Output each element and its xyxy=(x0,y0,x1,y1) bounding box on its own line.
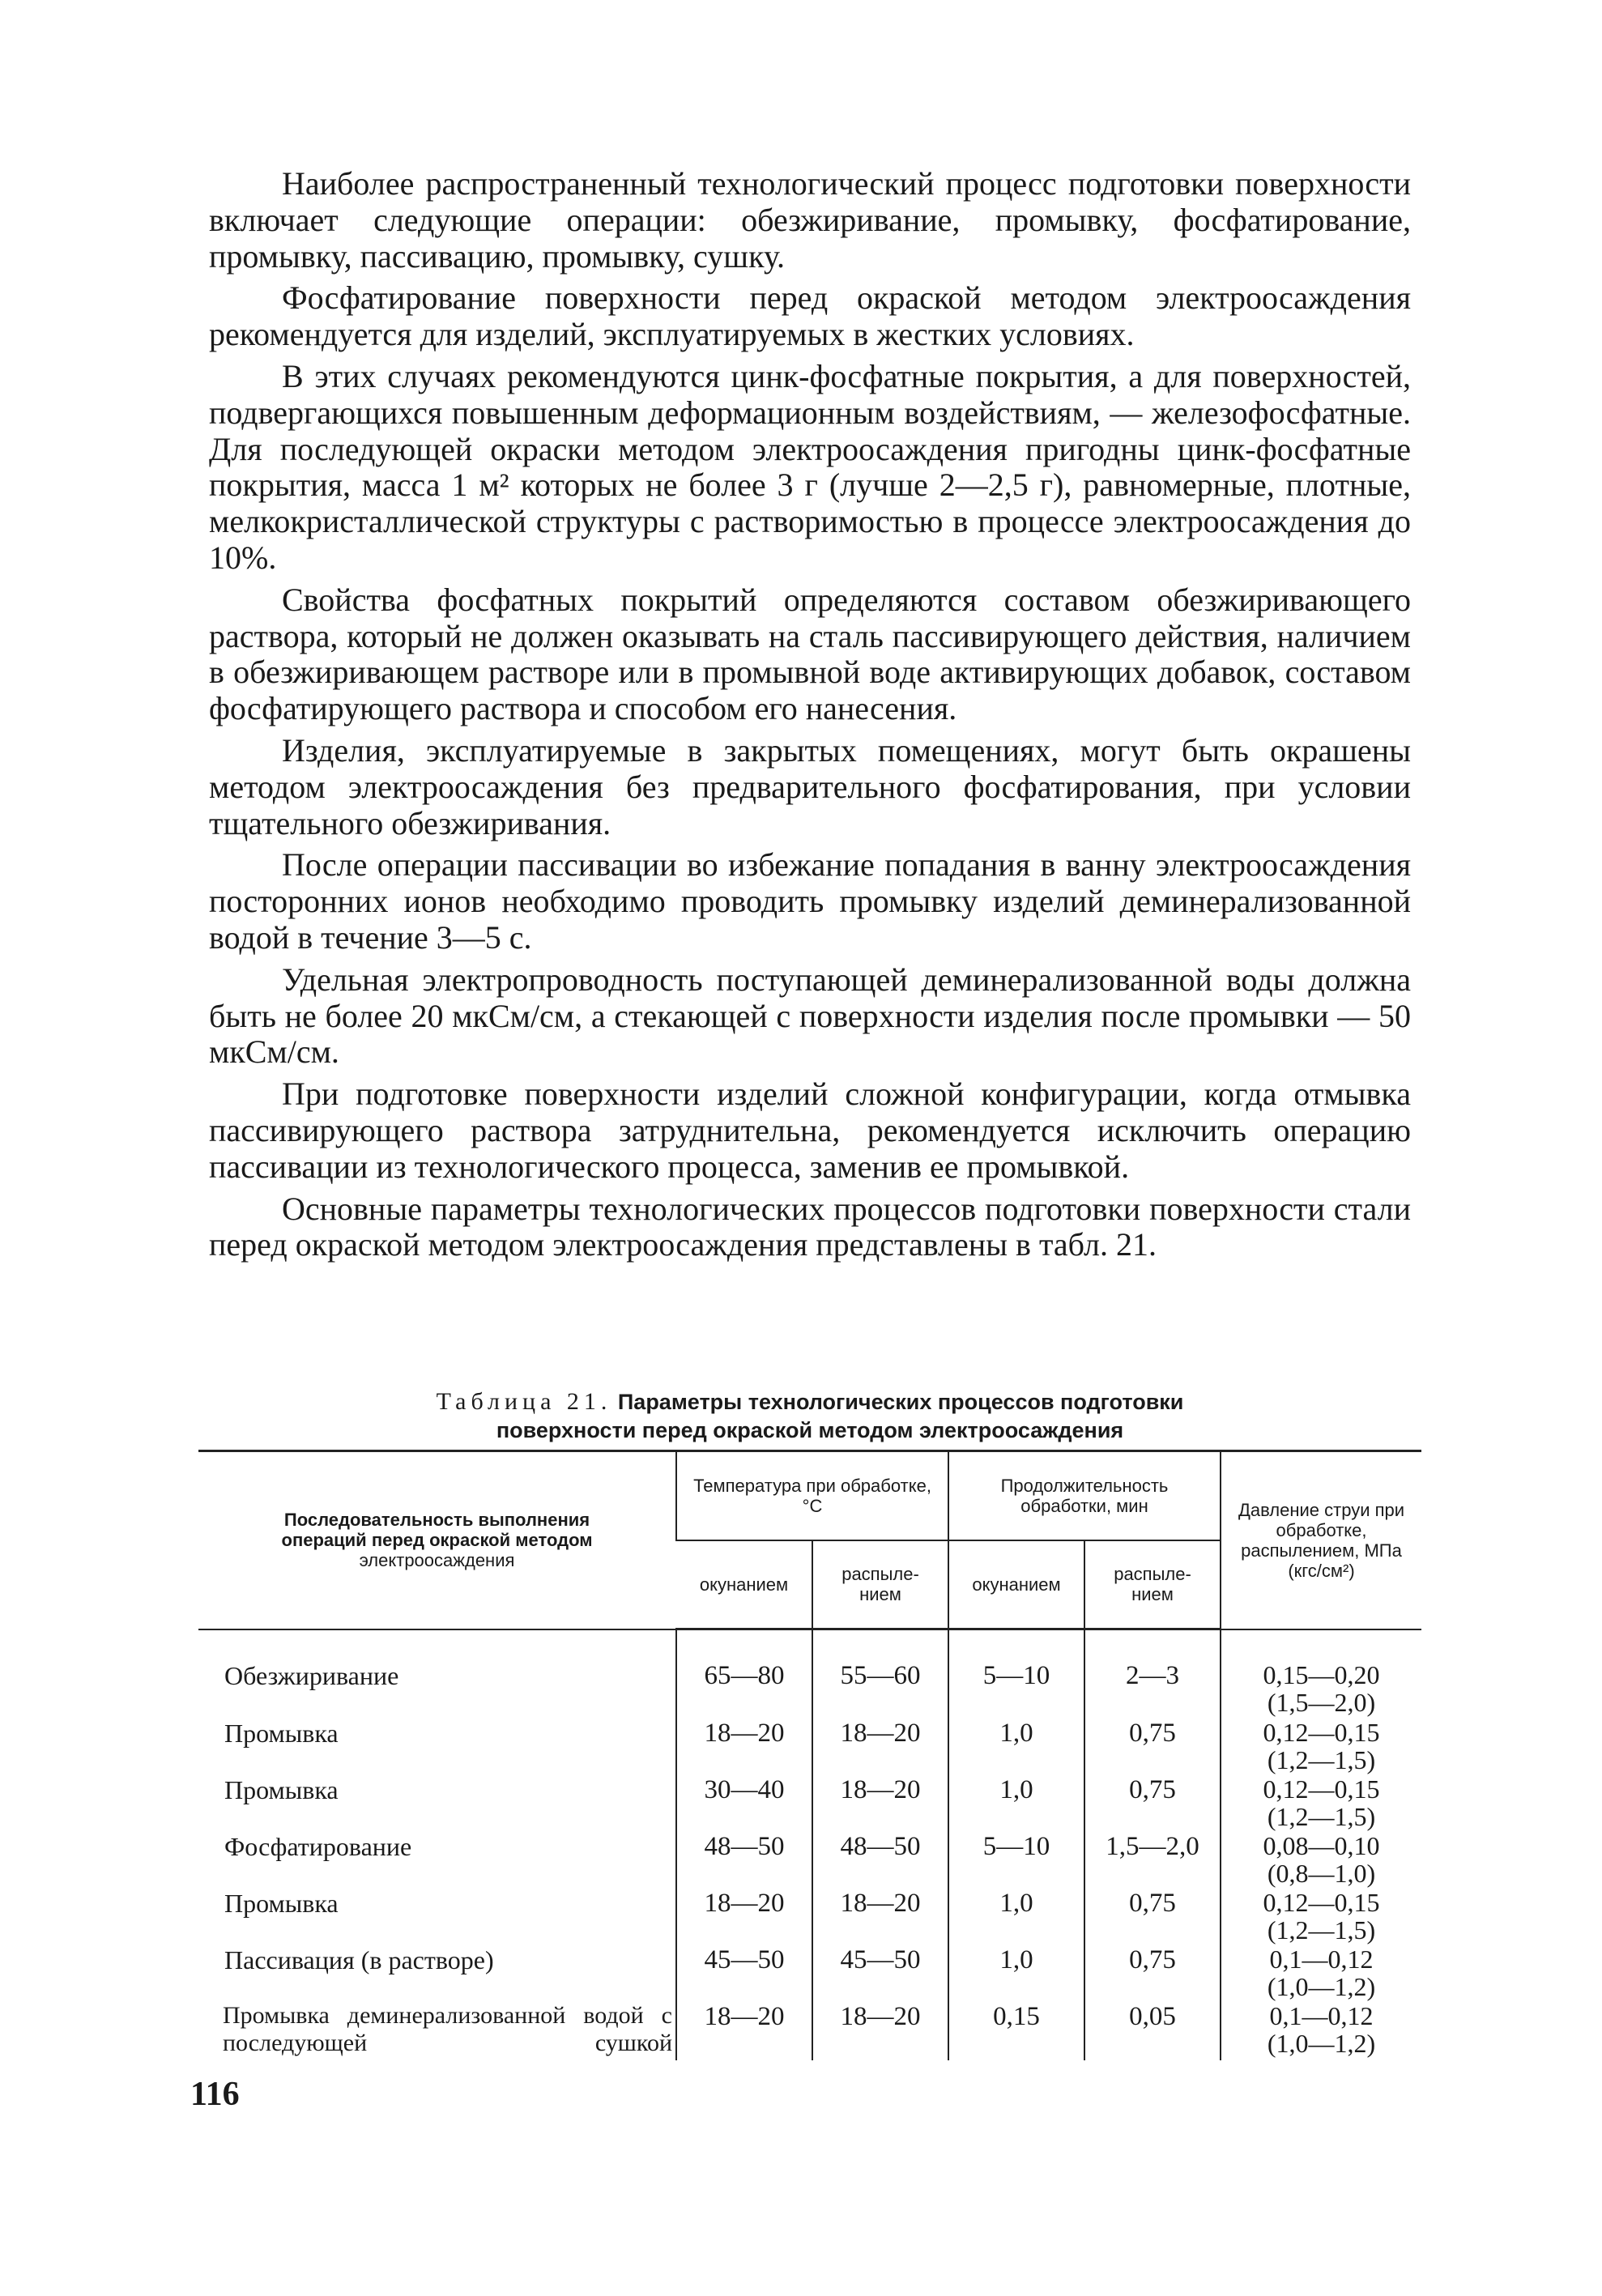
cell-temp-dip: 18—20 xyxy=(676,1889,812,1945)
cell-pressure: 0,12—0,15 (1,2—1,5) xyxy=(1221,1889,1421,1945)
cell-temp-dip: 48—50 xyxy=(676,1832,812,1889)
table-caption-title-line2: поверхности перед окраской методом электроосаждения xyxy=(496,1418,1124,1442)
cell-dur-spray: 0,05 xyxy=(1084,2002,1221,2060)
cell-dur-spray: 0,75 xyxy=(1084,1719,1221,1775)
cell-pressure: 0,1—0,12 (1,0—1,2) xyxy=(1221,2002,1421,2060)
cell-dur-dip: 1,0 xyxy=(948,1719,1084,1775)
cell-dur-dip: 5—10 xyxy=(948,1832,1084,1889)
cell-dur-dip: 1,0 xyxy=(948,1775,1084,1832)
header-duration: Продолжительность обработки, мин xyxy=(948,1451,1221,1540)
cell-temp-dip: 18—20 xyxy=(676,2002,812,2060)
cell-operation: Промывка xyxy=(224,1888,339,1918)
cell-pressure: 0,12—0,15 (1,2—1,5) xyxy=(1221,1719,1421,1775)
cell-temp-spray: 18—20 xyxy=(812,1775,948,1832)
cell-dur-spray: 0,75 xyxy=(1084,1889,1221,1945)
paragraph: Фосфатирование поверхности перед окраской методом электроосаждения рекомендуется для изделий, эксплуатируемых в жестких условиях. xyxy=(209,279,1411,353)
header-temp-dipping: окунанием xyxy=(676,1540,812,1629)
cell-temp-spray: 48—50 xyxy=(812,1832,948,1889)
cell-pressure: 0,12—0,15 (1,2—1,5) xyxy=(1221,1775,1421,1832)
table-caption-label: Таблица 21. xyxy=(436,1388,612,1415)
table-row xyxy=(198,2002,1421,2060)
cell-temp-spray: 18—20 xyxy=(812,1719,948,1775)
cell-dur-spray: 1,5—2,0 xyxy=(1084,1832,1221,1889)
header-pressure: Давление струи при обработке, распылением, МПа (кгс/см²) xyxy=(1221,1451,1421,1629)
cell-dur-spray: 2—3 xyxy=(1084,1629,1221,1719)
paragraph: При подготовке поверхности изделий сложной конфигурации, когда отмывка пассивирующего раствора затруднительна, рекомендуется исключить операцию пассивации из технологического процесса, заменив ее промывкой. xyxy=(209,1076,1411,1185)
table-row xyxy=(198,1775,1421,1832)
cell-temp-spray: 18—20 xyxy=(812,2002,948,2060)
cell-operation: Промывка xyxy=(224,1774,339,1804)
paragraph: Основные параметры технологических процессов подготовки поверхности стали перед окраской методом электроосаждения представлены в табл. 21. xyxy=(209,1190,1411,1263)
header-dur-dipping: окунанием xyxy=(948,1540,1084,1629)
cell-temp-spray: 18—20 xyxy=(812,1889,948,1945)
page-number: 116 xyxy=(190,2076,240,2113)
table-row xyxy=(198,1629,1421,1719)
table-row xyxy=(198,1832,1421,1889)
cell-temp-spray: 45—50 xyxy=(812,1945,948,2002)
header-temperature: Температура при обработке, °С xyxy=(676,1451,948,1540)
paragraph: В этих случаях рекомендуются цинк-фосфатные покрытия, а для поверхностей, подвергающихся повышенным деформационным воздействиям, — железофосфатные. Для последующей окраски методом электроосаждения пригодны цинк-фосфатные покрытия, масса 1 м² которых не более 3 г (лучше 2—2,5 г), равномерные, плотные, мелкокристаллической структуры с растворимостью в процессе электроосаждения до 10%. xyxy=(209,357,1411,576)
paragraph: После операции пассивации во избежание попадания в ванну электроосаждения посторонних ионов необходимо проводить промывку изделий деминерализованной водой в течение 3—5 с. xyxy=(209,846,1411,956)
cell-pressure: 0,08—0,10 (0,8—1,0) xyxy=(1221,1832,1421,1889)
cell-dur-dip: 0,15 xyxy=(948,2002,1084,2060)
body-text xyxy=(209,166,1411,1269)
cell-dur-dip: 5—10 xyxy=(948,1629,1084,1719)
table-row xyxy=(198,1889,1421,1945)
cell-temp-dip: 18—20 xyxy=(676,1719,812,1775)
paragraph: Изделия, эксплуатируемые в закрытых помещениях, могут быть окрашены методом электроосаждения без предварительного фосфатирования, при условии тщательного обезжиривания. xyxy=(209,731,1411,841)
parameters-table xyxy=(198,1450,1421,2060)
cell-temp-dip: 65—80 xyxy=(676,1629,812,1719)
cell-operation: Пассивация (в растворе) xyxy=(224,1945,494,1974)
paragraph: Свойства фосфатных покрытий определяются составом обезжиривающего раствора, который не должен оказывать на сталь пассивирующего действия, наличием в обезжиривающем растворе или в промывной воде активирующих добавок, составом фосфатирующего раствора и способом его нанесения. xyxy=(209,581,1411,727)
cell-pressure: 0,15—0,20 (1,5—2,0) xyxy=(1221,1629,1421,1719)
cell-operation: Промывка xyxy=(224,1718,339,1748)
cell-temp-dip: 30—40 xyxy=(676,1775,812,1832)
cell-temp-dip: 45—50 xyxy=(676,1945,812,2002)
cell-dur-dip: 1,0 xyxy=(948,1889,1084,1945)
cell-pressure: 0,1—0,12 (1,0—1,2) xyxy=(1221,1945,1421,2002)
paragraph: Наиболее распространенный технологический процесс подготовки поверхности включает следующие операции: обезжиривание, промывку, фосфатирование, промывку, пассивацию, промывку, сушку. xyxy=(209,165,1411,275)
header-dur-spraying: распыле- нием xyxy=(1084,1540,1221,1629)
table-caption-title: Параметры технологических процессов подготовки xyxy=(617,1390,1184,1414)
cell-operation: Обезжиривание xyxy=(224,1660,399,1690)
header-operation: Последовательность выполнения операций перед окраской методом электроосаждения xyxy=(198,1451,676,1629)
table-caption xyxy=(202,1387,1417,1445)
paragraph: Удельная электропроводность поступающей деминерализованной воды должна быть не более 20 мкСм/см, а стекающей с поверхности изделия после промывки — 50 мкСм/см. xyxy=(209,961,1411,1071)
cell-operation: Промывка деминерализованной водой с последующей сушкой xyxy=(223,2001,672,2056)
cell-dur-spray: 0,75 xyxy=(1084,1945,1221,2002)
cell-dur-spray: 0,75 xyxy=(1084,1775,1221,1832)
cell-operation: Фосфатирование xyxy=(224,1831,412,1861)
header-temp-spraying: распыле- нием xyxy=(812,1540,948,1629)
table-row xyxy=(198,1719,1421,1775)
cell-temp-spray: 55—60 xyxy=(812,1629,948,1719)
cell-dur-dip: 1,0 xyxy=(948,1945,1084,2002)
table-row xyxy=(198,1945,1421,2002)
